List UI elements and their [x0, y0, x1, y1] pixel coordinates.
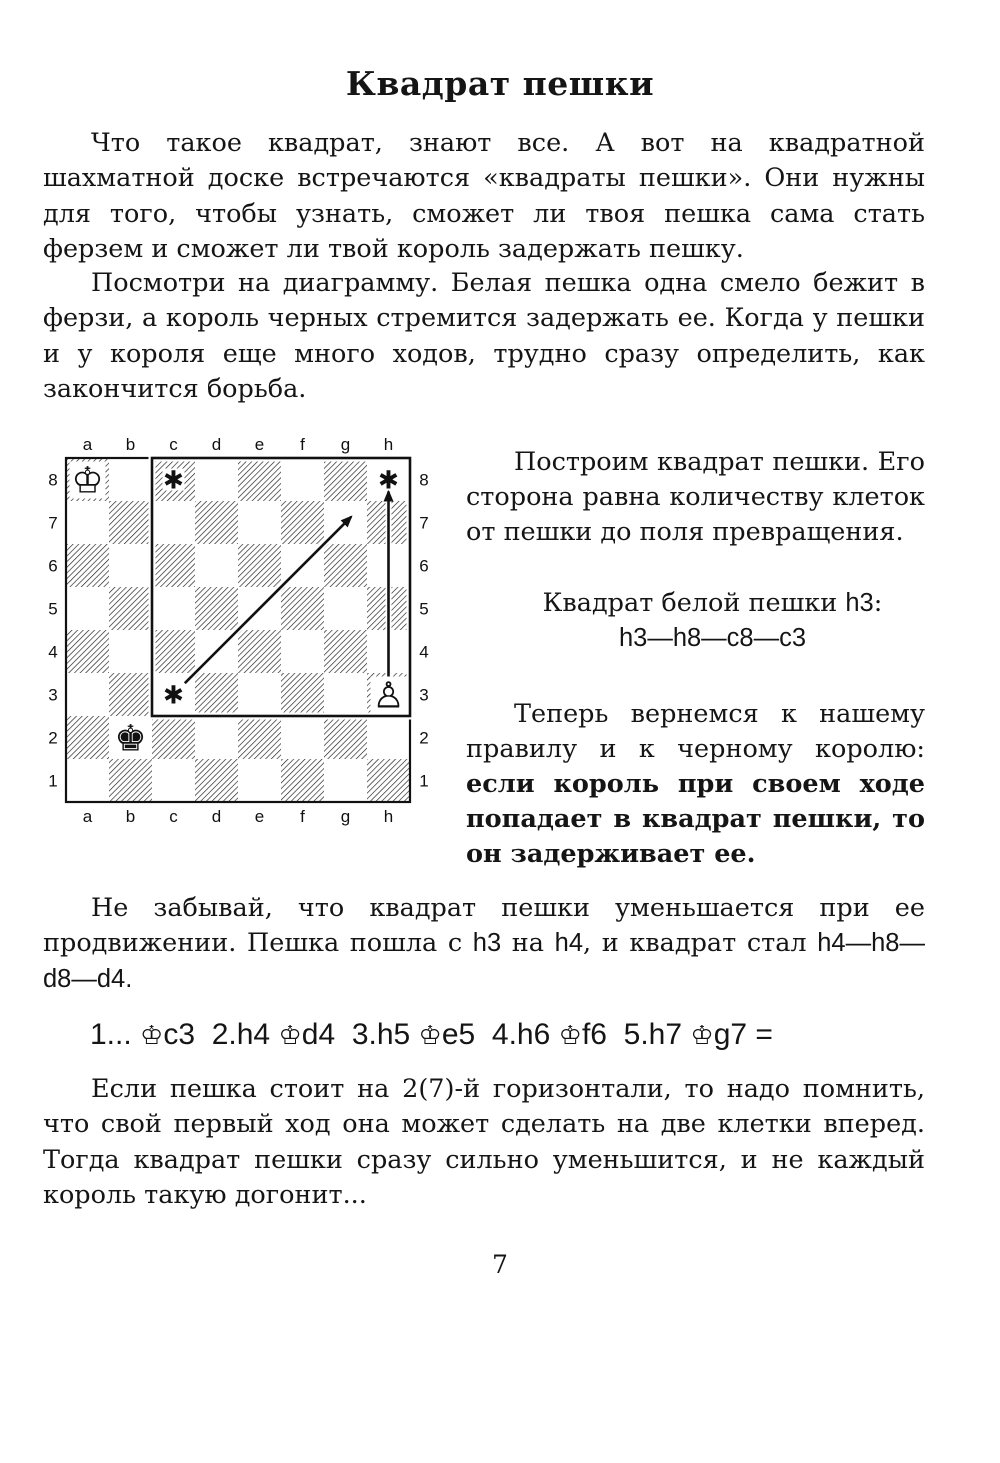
move-result: = [755, 1018, 773, 1051]
file-label-top: c [169, 435, 178, 454]
file-label-top: f [300, 435, 305, 454]
star-marker-h8: ✱ [378, 465, 399, 495]
rank-label-left: 7 [48, 513, 58, 533]
square-caption [466, 586, 925, 656]
p4-text-b: на [501, 928, 555, 959]
file-label-top: b [125, 435, 136, 454]
square-g8 [324, 458, 367, 501]
square-f2 [281, 716, 324, 759]
square-b8 [109, 458, 152, 501]
square-d3 [195, 673, 238, 716]
file-label-bottom: h [383, 807, 394, 826]
move-3-square: e5 [441, 1018, 476, 1051]
square-g1 [324, 759, 367, 802]
rank-label-left: 8 [48, 470, 58, 490]
paragraph-square-shrinks [43, 891, 925, 997]
file-label-top: d [211, 435, 222, 454]
white-pawn-icon: ♙ [372, 675, 405, 717]
p4-square-h4: h4 [554, 929, 584, 958]
square-c1 [152, 759, 195, 802]
square-a2 [66, 716, 109, 759]
move-3-pawn: 3.h5 [351, 1018, 411, 1051]
square-b5 [109, 587, 152, 630]
paragraph-double-step: Если пешка стоит на 2(7)-й горизонтали, то надо помнить, что свой первый ход она может сделать на две клетки вперед. Тогда квадрат пешки сразу сильно уменьшится, и не каждый король такую догонит... [43, 1074, 925, 1210]
side-text-construct [466, 445, 925, 550]
square-c6 [152, 544, 195, 587]
file-label-bottom: f [300, 807, 305, 826]
rule-intro: Теперь вернемся к нашему правилу и к черному королю: [466, 699, 925, 764]
square-d5 [195, 587, 238, 630]
square-caption-square: h3 [845, 589, 874, 617]
square-g2 [324, 716, 367, 759]
square-caption-line [500, 586, 925, 621]
square-f1 [281, 759, 324, 802]
move-5-square: g7 [713, 1018, 748, 1051]
square-a1 [66, 759, 109, 802]
square-b3 [109, 673, 152, 716]
square-h2 [367, 716, 410, 759]
move-sequence [90, 1015, 950, 1056]
rank-label-right: 8 [419, 470, 429, 490]
file-label-top: g [340, 435, 351, 454]
square-b4 [109, 630, 152, 673]
square-h1 [367, 759, 410, 802]
square-g5 [324, 587, 367, 630]
square-b1 [109, 759, 152, 802]
square-caption-prefix: Квадрат белой пешки [542, 588, 846, 618]
square-a5 [66, 587, 109, 630]
side-text-p1: Построим квадрат пешки. Его сторона равна количеству клеток от пешки до поля превращения. [466, 447, 925, 547]
square-d6 [195, 544, 238, 587]
king-icon: ♔ [690, 1021, 714, 1051]
square-a6 [66, 544, 109, 587]
square-b6 [109, 544, 152, 587]
rank-label-left: 5 [48, 599, 58, 619]
file-label-bottom: b [125, 807, 136, 826]
square-e3 [238, 673, 281, 716]
square-f8 [281, 458, 324, 501]
rank-label-left: 4 [48, 642, 58, 662]
rank-label-right: 1 [419, 771, 429, 791]
square-e8 [238, 458, 281, 501]
file-label-bottom: a [82, 807, 93, 826]
square-g6 [324, 544, 367, 587]
rank-label-right: 5 [419, 599, 429, 619]
square-d2 [195, 716, 238, 759]
file-label-top: a [82, 435, 93, 454]
square-d1 [195, 759, 238, 802]
p4-square-corners: h4—h8—d8—d4 [43, 929, 925, 993]
square-f5 [281, 587, 324, 630]
square-e2 [238, 716, 281, 759]
king-icon: ♔ [558, 1021, 582, 1051]
square-d8 [195, 458, 238, 501]
file-label-top: e [254, 435, 265, 454]
file-label-top: h [383, 435, 394, 454]
square-e7 [238, 501, 281, 544]
file-label-bottom: g [340, 807, 351, 826]
rank-label-right: 3 [419, 685, 429, 705]
square-c7 [152, 501, 195, 544]
square-e4 [238, 630, 281, 673]
chess-diagram [38, 426, 438, 836]
square-corners: h3—h8—c8—c3 [618, 624, 807, 652]
p4-square-h3: h3 [472, 929, 502, 958]
move-1-number: 1... [90, 1018, 132, 1051]
star-marker-c3: ✱ [163, 680, 184, 710]
side-text-rule [466, 697, 925, 872]
side-text-rule-block [466, 697, 925, 872]
square-d7 [195, 501, 238, 544]
square-c2 [152, 716, 195, 759]
square-caption-suffix: : [873, 588, 883, 618]
rank-label-left: 6 [48, 556, 58, 576]
paragraph-diagram-intro: Посмотри на диаграмму. Белая пешка одна смело бежит в ферзи, а король черных стремится задержать ее. Когда у пешки и у короля еще много ходов, трудно сразу определить, как закончится борьба. [43, 268, 925, 404]
move-2-pawn: 2.h4 [211, 1018, 271, 1051]
square-a4 [66, 630, 109, 673]
rank-label-left: 2 [48, 728, 58, 748]
p4-text-a: Не забывай, что квадрат пешки уменьшается при ее продвижении. Пешка пошла с [43, 893, 925, 959]
rank-label-left: 3 [48, 685, 58, 705]
rank-label-left: 1 [48, 771, 58, 791]
square-a7 [66, 501, 109, 544]
page-number: 7 [492, 1250, 508, 1279]
square-c5 [152, 587, 195, 630]
square-f4 [281, 630, 324, 673]
rank-label-right: 6 [419, 556, 429, 576]
move-2-square: d4 [301, 1018, 336, 1051]
king-icon: ♔ [418, 1021, 442, 1051]
king-icon: ♔ [140, 1021, 164, 1051]
file-label-bottom: d [211, 807, 222, 826]
black-king-icon: ♚ [114, 718, 147, 760]
file-label-bottom: c [169, 807, 178, 826]
p4-text-end: . [125, 964, 133, 993]
square-f3 [281, 673, 324, 716]
square-f7 [281, 501, 324, 544]
square-g3 [324, 673, 367, 716]
rank-label-right: 4 [419, 642, 429, 662]
rank-label-right: 7 [419, 513, 429, 533]
square-e1 [238, 759, 281, 802]
page-title: Квадрат пешки [345, 64, 655, 103]
move-1-square: c3 [163, 1018, 196, 1051]
king-icon: ♔ [278, 1021, 302, 1051]
star-marker-c8: ✱ [163, 465, 184, 495]
white-king-icon: ♔ [71, 460, 104, 502]
square-a3 [66, 673, 109, 716]
move-4-square: f6 [581, 1018, 607, 1051]
p4-text-c: , и квадрат стал [583, 928, 818, 959]
rule-bold: если король при своем ходе попадает в квадрат пешки, то он задерживает ее. [466, 769, 925, 869]
rank-label-right: 2 [419, 728, 429, 748]
file-label-bottom: e [254, 807, 265, 826]
paragraph-intro: Что такое квадрат, знают все. А вот на квадратной шахматной доске встречаются «квадраты пешки». Они нужны для того, чтобы узнать, сможет ли твоя пешка сама стать ферзем и сможет ли твой король задержать пешку. [43, 128, 925, 264]
square-b7 [109, 501, 152, 544]
square-e6 [238, 544, 281, 587]
square-g4 [324, 630, 367, 673]
move-4-pawn: 4.h6 [491, 1018, 551, 1051]
move-5-pawn: 5.h7 [623, 1018, 683, 1051]
square-c4 [152, 630, 195, 673]
